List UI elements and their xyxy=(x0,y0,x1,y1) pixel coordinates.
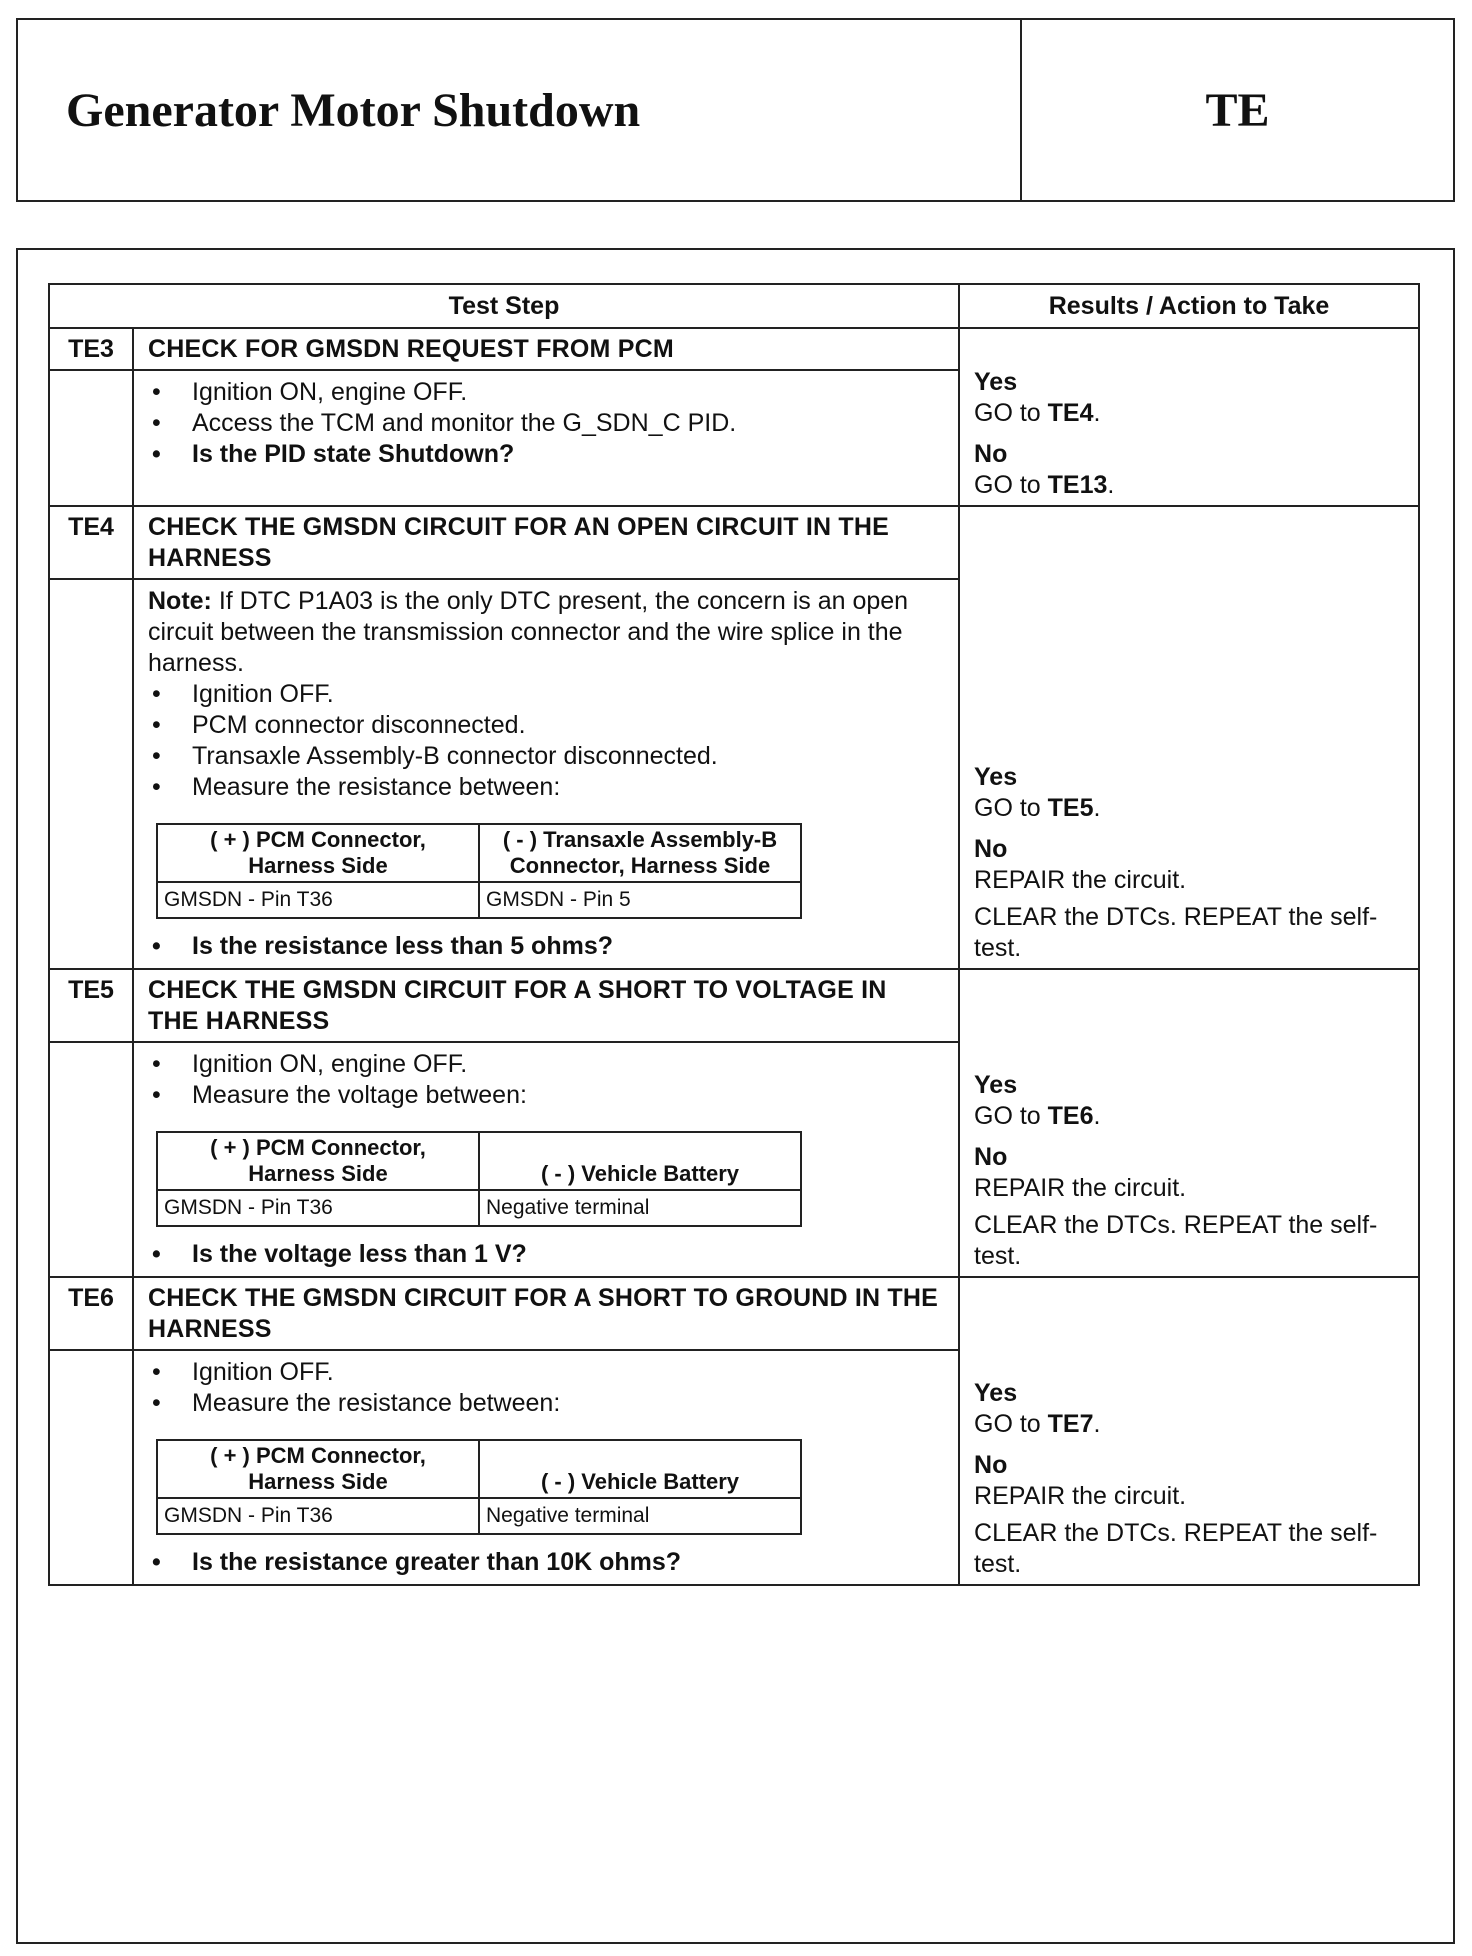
step-te6-results: Yes GO to TE7. No REPAIR the circuit. CLEAR the DTCs. REPEAT the self-test. xyxy=(959,1277,1419,1585)
step-te3-results: Yes GO to TE4. No GO to TE13. xyxy=(959,328,1419,506)
step-body xyxy=(133,579,959,969)
table-header-row xyxy=(49,284,1419,328)
yes-label: Yes xyxy=(974,1071,1018,1099)
step-body xyxy=(133,370,959,506)
step-note: Note: If DTC P1A03 is the only DTC present, the concern is an open circuit between the transmission connector and the wire splice in the harness. xyxy=(148,587,909,677)
step-body xyxy=(133,1042,959,1277)
list-item: • Ignition OFF. xyxy=(148,679,944,710)
list-item: • Ignition ON, engine OFF. xyxy=(148,377,944,408)
step-question: • Is the PID state Shutdown? xyxy=(148,439,944,470)
no-label: No xyxy=(974,440,1008,468)
goto-ref: TE7 xyxy=(1047,1410,1094,1438)
goto-ref: TE13 xyxy=(1047,471,1108,499)
sub-header-positive: ( + ) PCM Connector, Harness Side xyxy=(157,1440,479,1498)
list-item: • Measure the resistance between: xyxy=(148,772,944,803)
step-te6-title-row xyxy=(49,1277,1419,1350)
goto-ref: TE6 xyxy=(1047,1102,1094,1130)
list-item: • Ignition OFF. xyxy=(148,1357,944,1388)
no-label: No xyxy=(974,1143,1008,1171)
sub-cell: Negative terminal xyxy=(479,1498,801,1534)
yes-label: Yes xyxy=(974,1379,1018,1407)
page-title: Generator Motor Shutdown xyxy=(18,20,1022,200)
step-id: TE4 xyxy=(49,506,133,579)
step-id: TE5 xyxy=(49,969,133,1042)
list-item: • Measure the resistance between: xyxy=(148,1388,944,1419)
yes-label: Yes xyxy=(974,368,1018,396)
step-te5-title-row xyxy=(49,969,1419,1042)
sub-cell: GMSDN - Pin T36 xyxy=(157,1190,479,1226)
step-question: • Is the voltage less than 1 V? xyxy=(148,1239,944,1270)
sub-header-negative: ( - ) Vehicle Battery xyxy=(479,1440,801,1498)
goto-ref: TE5 xyxy=(1047,794,1094,822)
measurement-table xyxy=(156,1439,802,1535)
goto-ref: TE4 xyxy=(1047,399,1094,427)
step-id: TE6 xyxy=(49,1277,133,1350)
page-header xyxy=(16,18,1455,202)
sub-header-negative: ( - ) Vehicle Battery xyxy=(479,1132,801,1190)
step-te5-results: Yes GO to TE6. No REPAIR the circuit. CLEAR the DTCs. REPEAT the self-test. xyxy=(959,969,1419,1277)
list-item: • Access the TCM and monitor the G_SDN_C PID. xyxy=(148,408,944,439)
yes-label: Yes xyxy=(974,763,1018,791)
no-label: No xyxy=(974,835,1008,863)
col-header-results: Results / Action to Take xyxy=(959,284,1419,328)
step-title: CHECK THE GMSDN CIRCUIT FOR AN OPEN CIRCUIT IN THE HARNESS xyxy=(133,506,959,579)
list-item: • Transaxle Assembly-B connector disconnected. xyxy=(148,741,944,772)
sub-header-negative: ( - ) Transaxle Assembly-B Connector, Harness Side xyxy=(479,824,801,882)
list-item: • Ignition ON, engine OFF. xyxy=(148,1049,944,1080)
sub-header-positive: ( + ) PCM Connector, Harness Side xyxy=(157,824,479,882)
sub-cell: GMSDN - Pin T36 xyxy=(157,1498,479,1534)
no-label: No xyxy=(974,1451,1008,1479)
measurement-table xyxy=(156,1131,802,1227)
step-te4-results: Yes GO to TE5. No REPAIR the circuit. CLEAR the DTCs. REPEAT the self-test. xyxy=(959,506,1419,969)
test-step-table xyxy=(48,283,1420,1586)
sub-cell: GMSDN - Pin 5 xyxy=(479,882,801,918)
list-item: • PCM connector disconnected. xyxy=(148,710,944,741)
step-title: CHECK THE GMSDN CIRCUIT FOR A SHORT TO VOLTAGE IN THE HARNESS xyxy=(133,969,959,1042)
step-te4-title-row xyxy=(49,506,1419,579)
measurement-table xyxy=(156,823,802,919)
col-header-test-step: Test Step xyxy=(49,284,959,328)
step-title: CHECK THE GMSDN CIRCUIT FOR A SHORT TO GROUND IN THE HARNESS xyxy=(133,1277,959,1350)
step-question: • Is the resistance greater than 10K ohms? xyxy=(148,1547,944,1578)
step-te3-title-row xyxy=(49,328,1419,370)
step-question: • Is the resistance less than 5 ohms? xyxy=(148,931,944,962)
section-code: TE xyxy=(1205,83,1270,137)
step-title: CHECK FOR GMSDN REQUEST FROM PCM xyxy=(133,328,959,370)
step-body xyxy=(133,1350,959,1585)
list-item: • Measure the voltage between: xyxy=(148,1080,944,1111)
sub-cell: Negative terminal xyxy=(479,1190,801,1226)
step-id: TE3 xyxy=(49,328,133,370)
sub-header-positive: ( + ) PCM Connector, Harness Side xyxy=(157,1132,479,1190)
sub-cell: GMSDN - Pin T36 xyxy=(157,882,479,918)
